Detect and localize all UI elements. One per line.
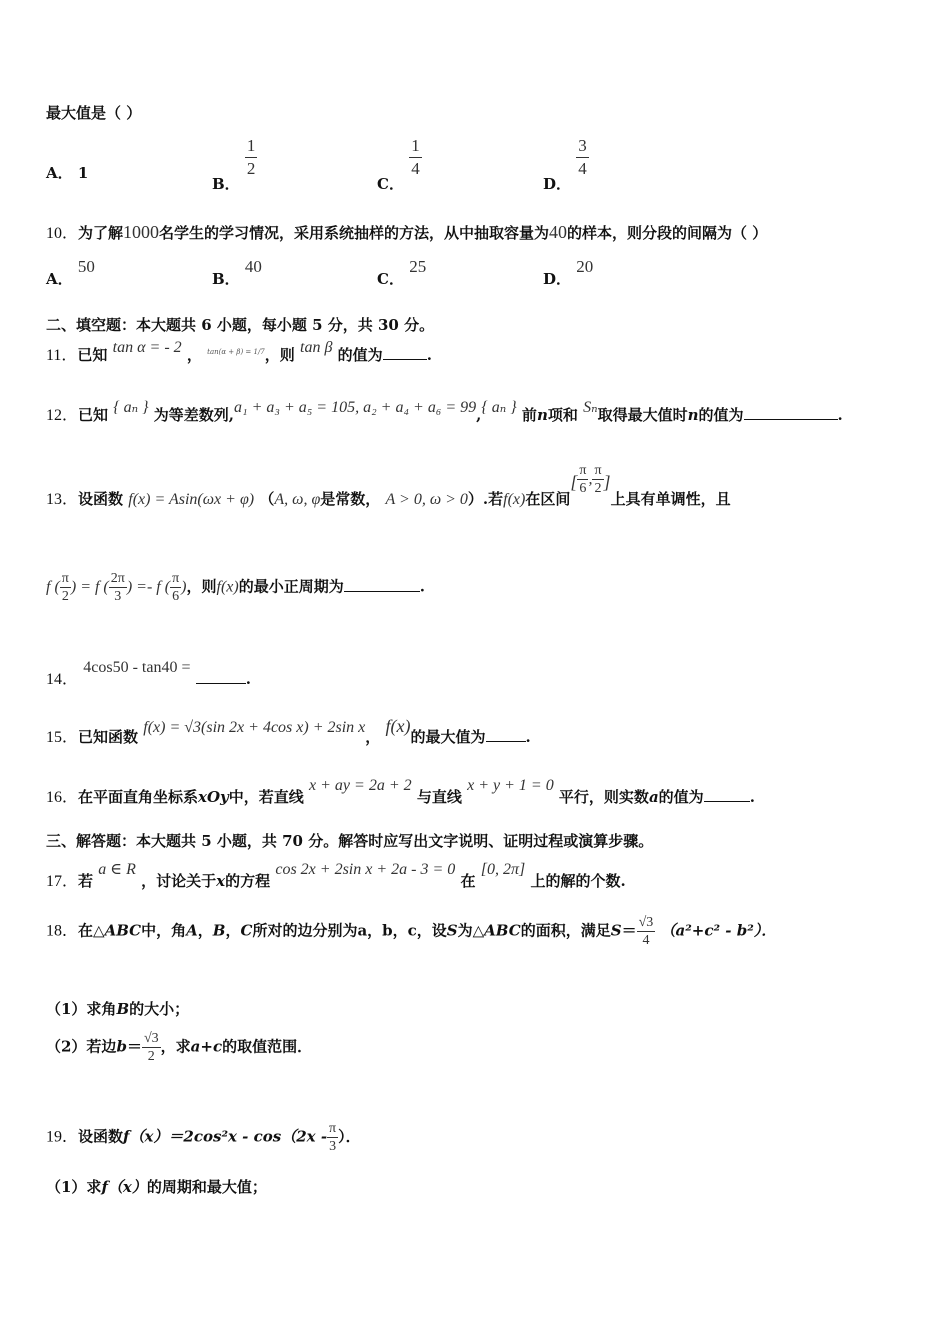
q18-part-1: （1）求角B的大小；: [46, 1000, 190, 1018]
option-label: D．: [543, 174, 572, 193]
option-label: A．: [46, 164, 73, 182]
q17-stem: 17．若 a ∈ R ，讨论关于x的方程 cos 2x + 2sin x + 2a - 3 = 0 在 [0, 2π] 上的解的个数.: [46, 861, 626, 890]
q9-option-c: [377, 135, 422, 193]
q9-option-d: [543, 135, 589, 193]
q9-option-a: [46, 162, 88, 183]
q12-stem: 12．已知 { aₙ } 为等差数列,a₁ + a₃ + a₅ = 105, a₂ + a₄ + a₆ = 99,{ aₙ } 前n项和 Sₙ取得最大值时n的值为 .: [46, 399, 843, 424]
fraction: $\frac{√3}{2}$: [143, 1031, 159, 1064]
fraction: $\frac{\pi}{6}$: [579, 463, 587, 496]
q10-option-d: D． 20: [543, 257, 594, 288]
q10-option-a: A． 50: [46, 257, 95, 288]
answer-blank[interactable]: [744, 405, 838, 420]
fraction: $\frac{\pi}{2}$: [61, 571, 69, 604]
q13-condition: f ( $\frac{\pi}{2}$ ) = f ( $\frac{2\pi}{3}$ ) =- f ( $\frac{\pi}{6}$ )，则f(x)的最小正周期为 .: [46, 571, 425, 604]
fraction: $\frac{1}{4}$: [411, 136, 420, 178]
q9-option-b: [212, 135, 257, 193]
q14-stem: 14． 4cos50 - tan40 = .: [46, 659, 251, 688]
section-2-heading: 二、填空题：本大题共 6 小题，每小题 5 分，共 30 分。: [46, 316, 435, 334]
q11-stem: 11．已知 tan α = - 2 ， $^{tan(\alpha + \beta) = 1/7}$，则 tan β 的值为 .: [46, 339, 432, 364]
q19-part-1: （1）求f（x）的周期和最大值；: [46, 1178, 267, 1196]
option-label: C．: [377, 174, 404, 193]
fraction: $\frac{\pi}{2}$: [594, 463, 602, 496]
q15-stem: 15．已知函数 f(x) = √3(sin 2x + 4cos x) + 2sin x， f(x)的最大值为 .: [46, 716, 531, 746]
section-3-heading: 三、解答题：本大题共 5 小题，共 70 分。解答时应写出文字说明、证明过程或演算步骤。: [46, 832, 654, 850]
fraction: $\frac{3}{4}$: [578, 136, 587, 178]
q10-option-c: C． 25: [377, 257, 427, 288]
answer-blank[interactable]: [383, 345, 427, 360]
fraction: $\frac{1}{2}$: [246, 136, 256, 178]
fraction: $\frac{\pi}{3}$: [329, 1121, 337, 1154]
q13-stem: 13．设函数 f(x) = Asin(ωx + φ) （A, ω, φ是常数， A > 0, ω > 0）.若f(x)在区间[ $\frac{\pi}{6}$ , $\frac{\pi}{2}$ ]上具有单调性，且: [46, 463, 731, 508]
q10-option-b: B． 40: [212, 257, 262, 288]
q9-tail: 最大值是（ ）: [46, 104, 142, 122]
q18-stem: 18．在△ABC中，角A，B，C所对的边分别为a，b，c，设S为△ABC的面积，满足S＝ $\frac{√3}{4}$ （a²+c² - b²）．: [46, 915, 777, 948]
fraction: $\frac{2\pi}{3}$: [110, 571, 125, 604]
q19-stem: 19．设函数f（x）＝2cos²x - cos（2x - $\frac{\pi}{3}$ ）．: [46, 1121, 361, 1154]
fraction: $\frac{\pi}{6}$: [172, 571, 180, 604]
option-value: 1: [77, 164, 89, 182]
q10-stem: 10．为了解1000名学生的学习情况，采用系统抽样的方法，从中抽取容量为40的样本，则分段的间隔为（ ）: [46, 222, 768, 242]
answer-blank[interactable]: [196, 669, 246, 684]
q16-stem: 16．在平面直角坐标系xOy中，若直线 x + ay = 2a + 2 与直线 x + y + 1 = 0 平行，则实数a的值为 .: [46, 777, 755, 806]
answer-blank[interactable]: [486, 727, 526, 742]
option-label: B．: [212, 174, 240, 193]
answer-blank[interactable]: [344, 577, 420, 592]
q18-part-2: （2）若边b＝ $\frac{√3}{2}$ ，求a+c的取值范围．: [46, 1031, 313, 1064]
answer-blank[interactable]: [704, 787, 750, 802]
fraction: $\frac{√3}{4}$: [638, 915, 654, 948]
